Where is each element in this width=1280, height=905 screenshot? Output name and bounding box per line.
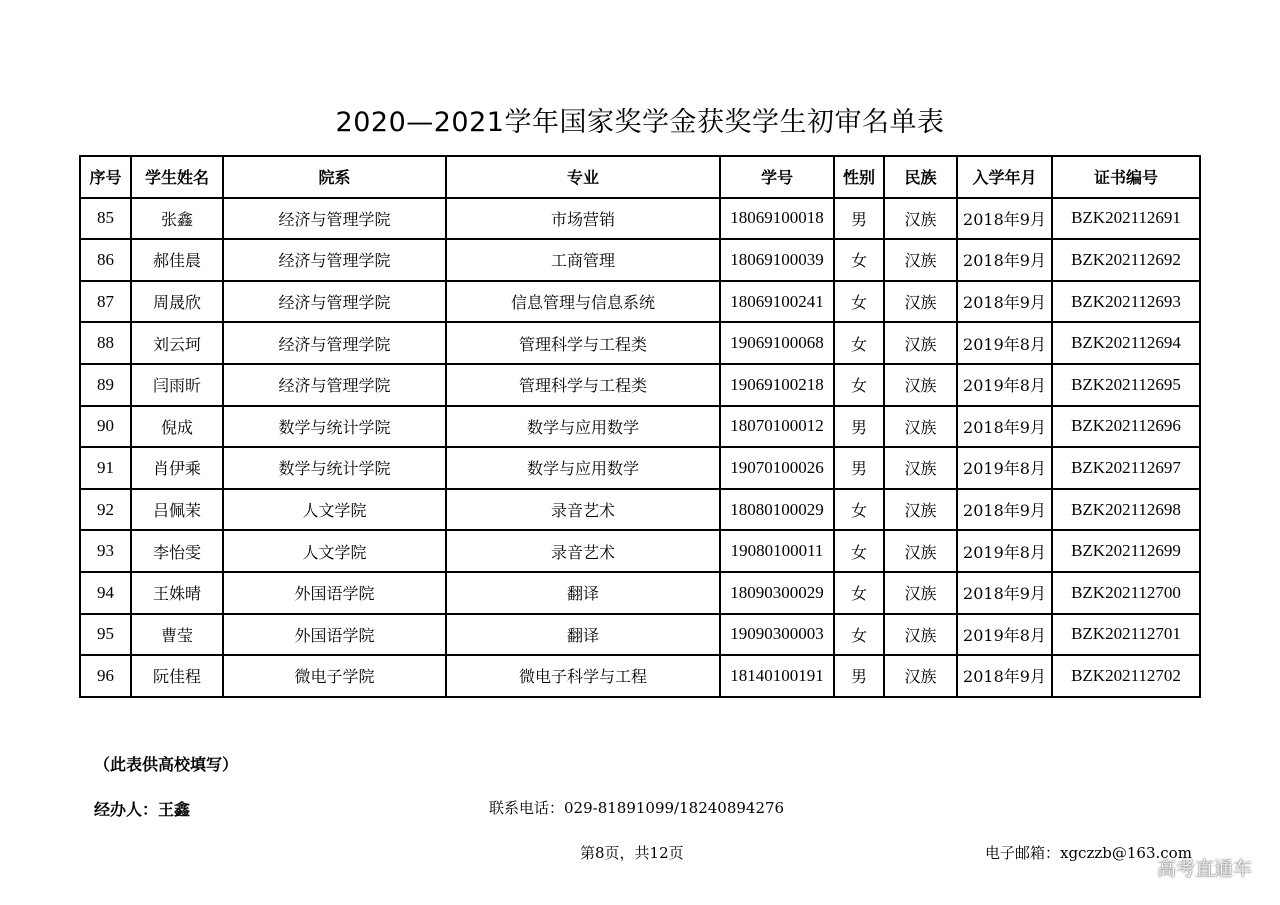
table-cell: 女	[834, 614, 884, 656]
table-cell: BZK202112695	[1052, 364, 1200, 406]
table-cell: 18069100018	[720, 198, 834, 240]
column-header: 入学年月	[957, 156, 1052, 198]
table-cell: 93	[80, 530, 131, 572]
table-cell: 18140100191	[720, 655, 834, 697]
table-cell: BZK202112693	[1052, 281, 1200, 323]
table-row	[80, 281, 1200, 323]
table-cell: 19070100026	[720, 447, 834, 489]
table-cell: 2019年8月	[957, 530, 1052, 572]
table-cell: 外国语学院	[223, 614, 446, 656]
page-number: 第8页，共12页	[580, 844, 684, 862]
table-cell: 19080100011	[720, 530, 834, 572]
table-cell: 2019年8月	[957, 614, 1052, 656]
column-header: 专业	[446, 156, 720, 198]
table-cell: 汉族	[884, 406, 957, 448]
table-cell: 汉族	[884, 489, 957, 531]
table-cell: 2018年9月	[957, 572, 1052, 614]
table-cell: 汉族	[884, 614, 957, 656]
table-cell: 男	[834, 447, 884, 489]
table-cell: 李怡雯	[131, 530, 223, 572]
table-cell: 2018年9月	[957, 281, 1052, 323]
table-header-row	[80, 156, 1200, 198]
column-header: 学生姓名	[131, 156, 223, 198]
table-cell: 18069100241	[720, 281, 834, 323]
table-cell: 闫雨昕	[131, 364, 223, 406]
table-body	[80, 198, 1200, 697]
contact-email: 电子邮箱：xgczzb@163.com	[985, 844, 1192, 862]
table-cell: 经济与管理学院	[223, 322, 446, 364]
table-cell: 经济与管理学院	[223, 281, 446, 323]
table-cell: 2019年8月	[957, 364, 1052, 406]
table-cell: 18080100029	[720, 489, 834, 531]
table-cell: BZK202112702	[1052, 655, 1200, 697]
table-cell: 刘云珂	[131, 322, 223, 364]
column-header: 学号	[720, 156, 834, 198]
table-cell: 汉族	[884, 198, 957, 240]
table-cell: 2018年9月	[957, 406, 1052, 448]
table-cell: 汉族	[884, 364, 957, 406]
table-cell: 95	[80, 614, 131, 656]
table-cell: 汉族	[884, 447, 957, 489]
table-row	[80, 572, 1200, 614]
table-cell: 人文学院	[223, 489, 446, 531]
table-cell: 汉族	[884, 281, 957, 323]
table-cell: BZK202112701	[1052, 614, 1200, 656]
table-row	[80, 489, 1200, 531]
table-cell: 女	[834, 281, 884, 323]
table-cell: 翻译	[446, 572, 720, 614]
table-cell: 阮佳程	[131, 655, 223, 697]
table-cell: 外国语学院	[223, 572, 446, 614]
table-row	[80, 614, 1200, 656]
table-cell: 肖伊乘	[131, 447, 223, 489]
table-cell: 男	[834, 198, 884, 240]
table-cell: 19069100218	[720, 364, 834, 406]
table-cell: 96	[80, 655, 131, 697]
column-header: 性别	[834, 156, 884, 198]
table-cell: 汉族	[884, 322, 957, 364]
table-cell: 吕佩茉	[131, 489, 223, 531]
form-note: （此表供高校填写）	[94, 755, 239, 774]
table-cell: 数学与统计学院	[223, 406, 446, 448]
table-cell: 市场营销	[446, 198, 720, 240]
table-cell: 女	[834, 489, 884, 531]
table-cell: 女	[834, 322, 884, 364]
table-cell: 18069100039	[720, 239, 834, 281]
table-cell: 数学与统计学院	[223, 447, 446, 489]
table-cell: 汉族	[884, 655, 957, 697]
table-cell: 女	[834, 572, 884, 614]
contact-phone: 联系电话：029-81891099/18240894276	[489, 799, 785, 817]
table-cell: BZK202112694	[1052, 322, 1200, 364]
table-row	[80, 447, 1200, 489]
table-cell: 2019年8月	[957, 322, 1052, 364]
table-row	[80, 406, 1200, 448]
column-header: 民族	[884, 156, 957, 198]
table-cell: 90	[80, 406, 131, 448]
table-cell: 2018年9月	[957, 489, 1052, 531]
table-cell: 郝佳晨	[131, 239, 223, 281]
table-row	[80, 364, 1200, 406]
table-cell: 管理科学与工程类	[446, 364, 720, 406]
table-cell: 男	[834, 655, 884, 697]
table-cell: BZK202112696	[1052, 406, 1200, 448]
table-cell: BZK202112697	[1052, 447, 1200, 489]
table-cell: 2018年9月	[957, 198, 1052, 240]
table-row	[80, 239, 1200, 281]
table-cell: 女	[834, 364, 884, 406]
table-cell: 汉族	[884, 530, 957, 572]
table-cell: 工商管理	[446, 239, 720, 281]
table-cell: 女	[834, 239, 884, 281]
table-cell: 18070100012	[720, 406, 834, 448]
column-header: 证书编号	[1052, 156, 1200, 198]
table-cell: 女	[834, 530, 884, 572]
handler-name: 经办人：王鑫	[94, 800, 191, 819]
table-row	[80, 198, 1200, 240]
table-cell: 倪成	[131, 406, 223, 448]
table-cell: 85	[80, 198, 131, 240]
column-header: 序号	[80, 156, 131, 198]
table-cell: 91	[80, 447, 131, 489]
table-cell: 2018年9月	[957, 239, 1052, 281]
table-cell: 张鑫	[131, 198, 223, 240]
table-cell: 88	[80, 322, 131, 364]
table-cell: BZK202112691	[1052, 198, 1200, 240]
table-cell: 男	[834, 406, 884, 448]
table-cell: 人文学院	[223, 530, 446, 572]
table-row	[80, 655, 1200, 697]
table-cell: 经济与管理学院	[223, 239, 446, 281]
table-cell: 19090300003	[720, 614, 834, 656]
table-cell: 曹莹	[131, 614, 223, 656]
table-cell: 录音艺术	[446, 530, 720, 572]
table-cell: 微电子学院	[223, 655, 446, 697]
table-cell: BZK202112692	[1052, 239, 1200, 281]
table-cell: 录音艺术	[446, 489, 720, 531]
table-cell: 数学与应用数学	[446, 406, 720, 448]
table-cell: 87	[80, 281, 131, 323]
table-cell: 信息管理与信息系统	[446, 281, 720, 323]
watermark-text: 高考直通车	[1156, 858, 1252, 880]
table-cell: 2019年8月	[957, 447, 1052, 489]
table-cell: 92	[80, 489, 131, 531]
table-cell: 管理科学与工程类	[446, 322, 720, 364]
document-title: 2020—2021学年国家奖学金获奖学生初审名单表	[335, 107, 945, 138]
table-cell: 经济与管理学院	[223, 364, 446, 406]
table-row	[80, 322, 1200, 364]
table-cell: BZK202112699	[1052, 530, 1200, 572]
table-cell: 微电子科学与工程	[446, 655, 720, 697]
table-cell: 汉族	[884, 572, 957, 614]
table-cell: 86	[80, 239, 131, 281]
table-cell: BZK202112700	[1052, 572, 1200, 614]
table-cell: 数学与应用数学	[446, 447, 720, 489]
table-cell: 89	[80, 364, 131, 406]
table-cell: 94	[80, 572, 131, 614]
column-header: 院系	[223, 156, 446, 198]
table-cell: 汉族	[884, 239, 957, 281]
table-cell: 19069100068	[720, 322, 834, 364]
table-cell: 翻译	[446, 614, 720, 656]
table-cell: 周晟欣	[131, 281, 223, 323]
table-cell: 王姝晴	[131, 572, 223, 614]
table-row	[80, 530, 1200, 572]
table-cell: 经济与管理学院	[223, 198, 446, 240]
table-cell: 18090300029	[720, 572, 834, 614]
table-cell: 2018年9月	[957, 655, 1052, 697]
table-cell: BZK202112698	[1052, 489, 1200, 531]
awardee-table	[79, 155, 1201, 698]
